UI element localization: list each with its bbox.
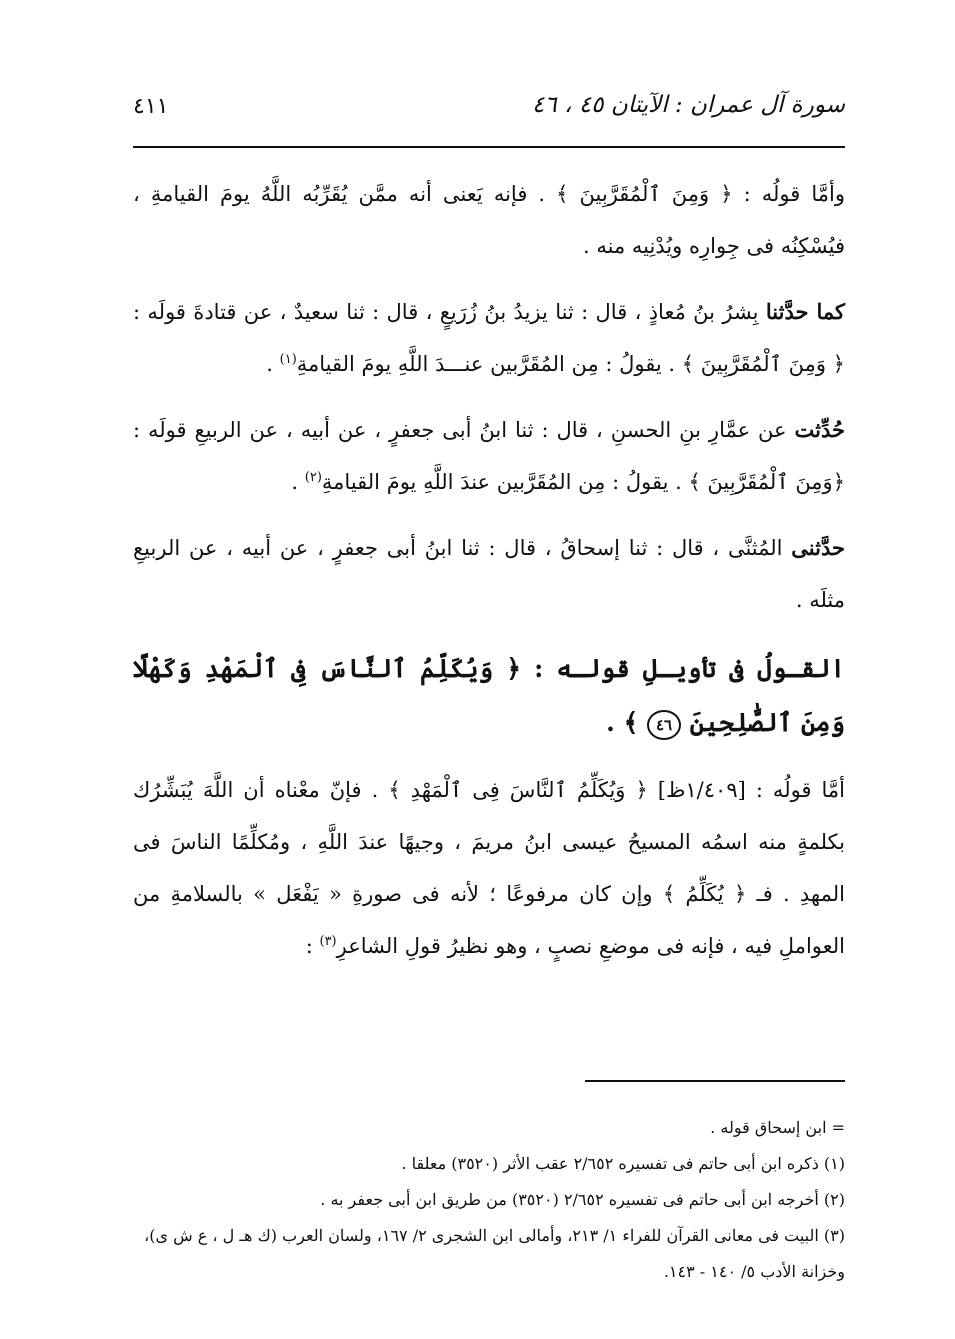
paragraph-5-end: :: [305, 934, 320, 958]
page-header: [133, 92, 845, 132]
heading-end: ﴾ .: [606, 708, 639, 737]
footnotes: [133, 1110, 845, 1290]
header-divider: [133, 146, 845, 148]
paragraph-5: [133, 764, 845, 972]
paragraph-4: [133, 522, 845, 626]
paragraph-5-text: أمَّا قولُه : [١/٤٠٩ظ] ﴿ وَيُكَلِّمُ ٱلنَّاسَ فِى ٱلْمَهْدِ ﴾ . فإنّ معْناه أن اللَّهَ يُبَشِّرُك بكلمةٍ منه اسمُه المسيحُ عيسى ابنُ مريمَ ، وجيهًا عندَ اللَّهِ ، ومُكلِّمًا الناسَ فى المهدِ . فـ ﴿ يُكَلِّمُ ﴾ وإن كان مرفوعًا ؛ لأنه فى صورةِ « يَفْعَل » بالسلامةِ من العواملِ فيه ، فإنه فى موضعِ نصبٍ ، وهو نظيرُ قولِ الشاعرِ: [133, 778, 845, 958]
paragraph-3: حُدِّثت عن عمَّارِ بنِ الحسنِ ، قال : ثنا ابنُ أبى جعفرٍ ، عن أبيه ، عن الربيعِ قولَه : ﴿وَمِنَ ٱلْمُقَرَّبِينَ ﴾ . يقولُ : مِن المُقَرَّبين عندَ اللَّهِ يومَ القيامةِ$^{(٢)}$ .: [133, 417, 845, 494]
running-title: سورة آل عمران : الآيتان ٤٥ ، ٤٦: [532, 92, 845, 118]
ayah-number-marker: ٤٦: [647, 710, 681, 740]
footnote-3: (٣) البيت فى معانى القرآن للفراء ١/ ٢١٣، وأمالى ابن الشجرى ٢/ ١٦٧، ولسان العرب (ك هـ ل ، ع ش ى)، وخزانة الأدب ٥/ ١٤٠ - ١٤٣.: [144, 1226, 845, 1281]
paragraph-1: وأمَّا قولُه : ﴿ وَمِنَ ٱلْمُقَرَّبِينَ ﴾ . فإنه يَعنى أنه ممَّن يُقَرِّبُه اللَّهُ يومَ القيامةِ ، فيُسْكِنُه فى جِوارِه ويُدْنِيه منه .: [133, 182, 845, 258]
footnote-continuation: = ابن إسحاق قوله .: [710, 1118, 845, 1137]
footnote-ref-1: (١): [279, 352, 297, 367]
narration-lead: كما حدَّثنا: [765, 299, 845, 324]
footnote-ref-3: (٣): [319, 934, 337, 949]
paragraph-3-text: عن عمَّارِ بنِ الحسنِ ، قال : ثنا ابنُ أبى جعفرٍ ، عن أبيه ، عن الربيعِ قولَه : ﴿وَمِنَ ٱلْمُقَرَّبِينَ ﴾ . يقولُ : مِن المُقَرَّبين عندَ اللَّهِ يومَ القيامةِ: [133, 418, 845, 494]
section-heading: [133, 642, 845, 750]
paragraph-4-text: المُثنَّى ، قال : ثنا إسحاقُ ، قال : ثنا ابنُ أبى جعفرٍ ، عن أبيه ، عن الربيعِ مثلَه .: [133, 536, 845, 612]
main-text: [133, 168, 845, 972]
page-number: ٤١١: [133, 94, 169, 119]
paragraph-2-text: بِشرُ بنُ مُعاذٍ ، قال : ثنا يزيدُ بنُ زُرَيعٍ ، قال : ثنا سعيدٌ ، عن قتادةَ قولَه : ﴿ وَمِنَ ٱلْمُقَرَّبِينَ ﴾ . يقولُ : مِن المُقَرَّبين عنـــدَ اللَّهِ يومَ القيامةِ: [133, 300, 845, 376]
footnote-ref-2: (٢): [304, 470, 322, 485]
narration-lead: حدَّثنى: [791, 535, 845, 560]
footnote-2: (٢) أخرجه ابن أبى حاتم فى تفسيره ٢/٦٥٢ (٣٥٢٠) من طريق ابن أبى جعفر به .: [320, 1190, 845, 1209]
footnote-divider: [585, 1080, 845, 1082]
narration-lead: حُدِّثت: [794, 417, 845, 442]
footnote-1: (١) ذكره ابن أبى حاتم فى تفسيره ٢/٦٥٢ عقب الأثر (٣٥٢٠) معلقا .: [401, 1154, 845, 1173]
heading-text: القـولُ فى تأويـلِ قولـه : ﴿ وَيُكَلِّمُ ٱلنَّاسَ فِى ٱلْمَهْدِ وَكَهْلًا وَمِنَ ٱلصَّٰلِحِينَ: [133, 654, 845, 737]
paragraph-2: كما حدَّثنا بِشرُ بنُ مُعاذٍ ، قال : ثنا يزيدُ بنُ زُرَيعٍ ، قال : ثنا سعيدٌ ، عن قتادةَ قولَه : ﴿ وَمِنَ ٱلْمُقَرَّبِينَ ﴾ . يقولُ : مِن المُقَرَّبين عنـــدَ اللَّهِ يومَ القيامةِ$^{(١)}$ .: [133, 299, 845, 376]
